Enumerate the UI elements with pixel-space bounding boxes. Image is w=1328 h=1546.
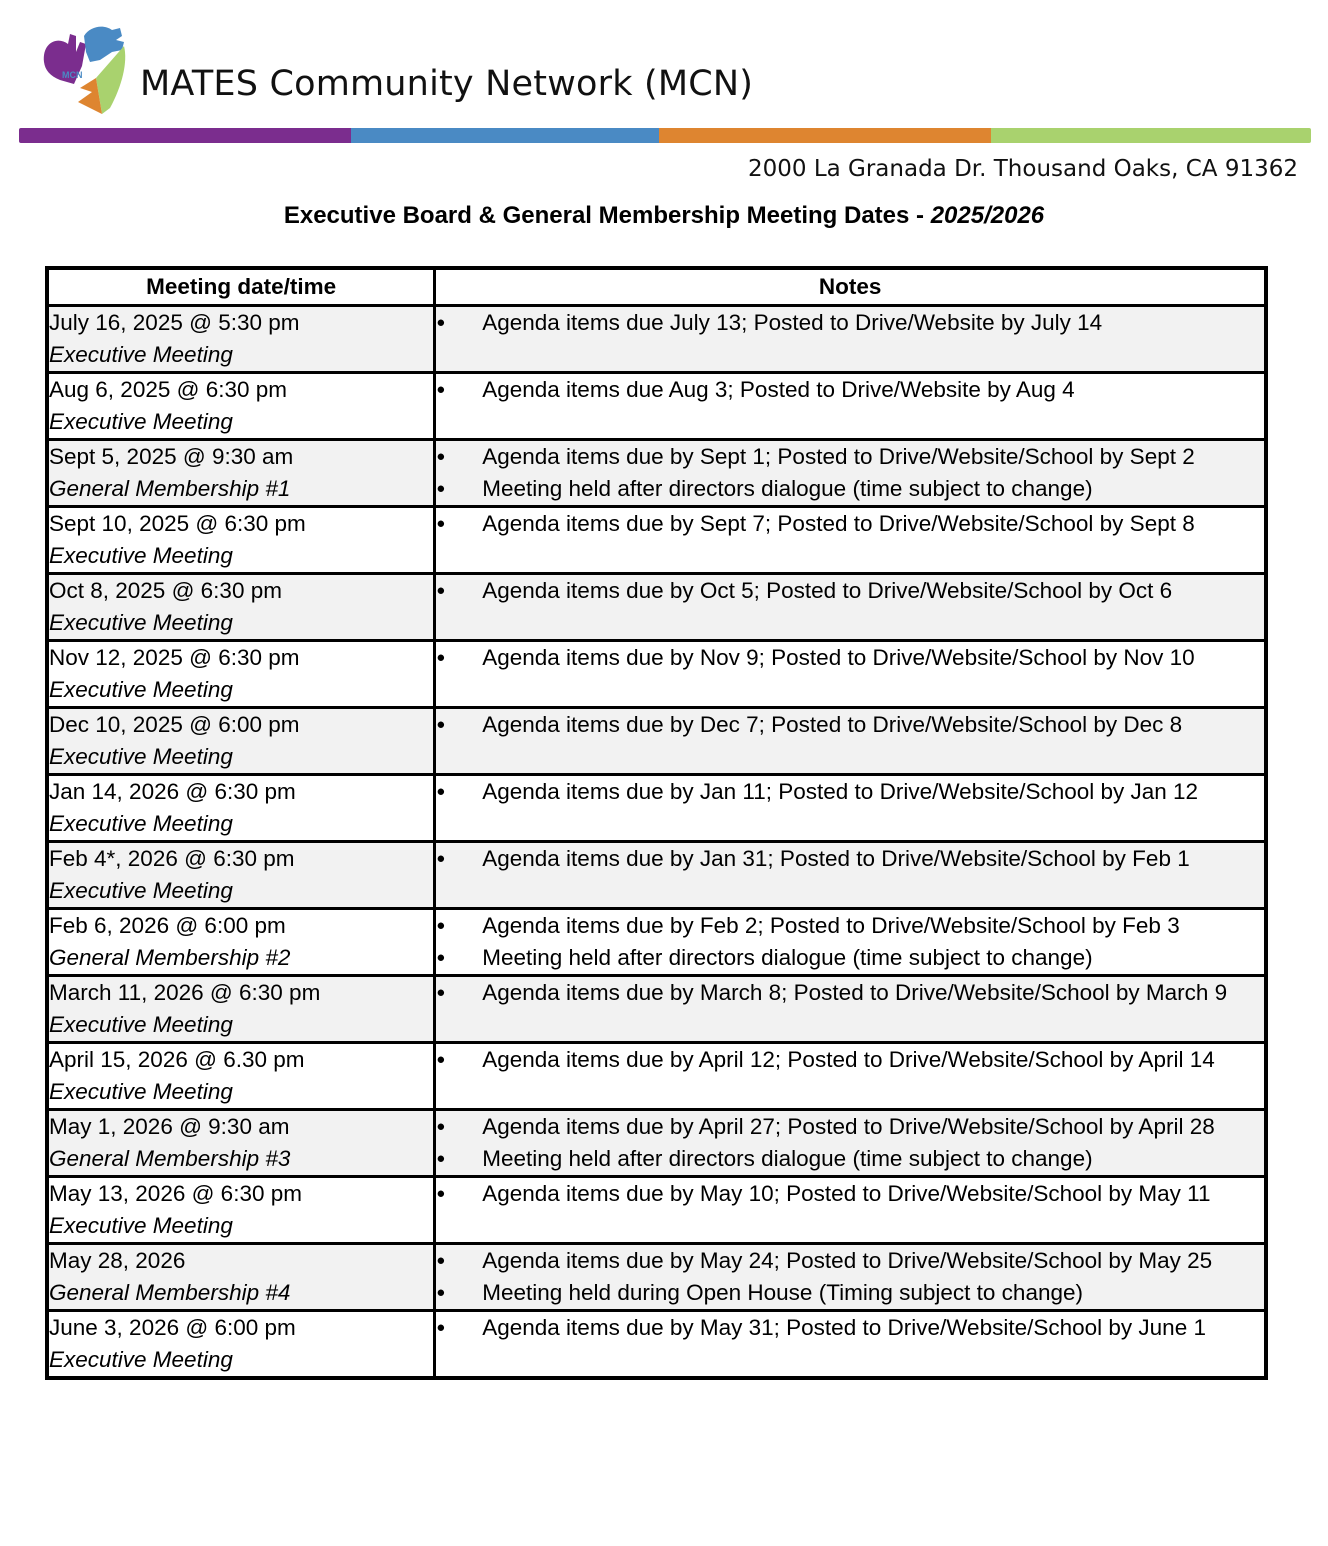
date-cell bbox=[47, 1110, 435, 1177]
note-bullet-item: ● Agenda items due by Jan 11; Posted to Drive/Website/School by Jan 12 bbox=[436, 776, 1264, 808]
meeting-date: June 3, 2026 @ 6:00 pm bbox=[49, 1315, 296, 1340]
notes-cell bbox=[435, 440, 1266, 507]
meeting-date: Feb 6, 2026 @ 6:00 pm bbox=[49, 913, 286, 938]
date-cell bbox=[47, 574, 435, 641]
table-row bbox=[47, 507, 1266, 574]
table-row bbox=[47, 976, 1266, 1043]
meeting-date: Dec 10, 2025 @ 6:00 pm bbox=[49, 712, 300, 737]
organization-address: 2000 La Granada Dr. Thousand Oaks, CA 91362 bbox=[747, 156, 1298, 182]
meeting-type: Executive Meeting bbox=[49, 342, 233, 367]
note-bullet-item: ● Meeting held after directors dialogue (time subject to change) bbox=[436, 473, 1264, 505]
meeting-type: General Membership #2 bbox=[49, 945, 291, 970]
meeting-schedule-table bbox=[45, 266, 1268, 1380]
date-cell bbox=[47, 976, 435, 1043]
meeting-date: Sept 5, 2025 @ 9:30 am bbox=[49, 444, 294, 469]
note-bullet-item: ● Agenda items due by Sept 7; Posted to Drive/Website/School by Sept 8 bbox=[436, 508, 1264, 540]
note-bullet-item: ● Agenda items due by May 24; Posted to Drive/Website/School by May 25 bbox=[436, 1245, 1264, 1277]
note-bullet-item: ● Agenda items due by Nov 9; Posted to Drive/Website/School by Nov 10 bbox=[436, 642, 1264, 674]
date-cell bbox=[47, 1311, 435, 1379]
meeting-type: Executive Meeting bbox=[49, 1213, 233, 1238]
note-bullet-item: ● Agenda items due Aug 3; Posted to Drive/Website by Aug 4 bbox=[436, 374, 1264, 406]
notes-list bbox=[436, 776, 1264, 808]
date-cell bbox=[47, 1244, 435, 1311]
meeting-date: April 15, 2026 @ 6.30 pm bbox=[49, 1047, 305, 1072]
color-bar-orange bbox=[659, 128, 991, 143]
meeting-date: Feb 4*, 2026 @ 6:30 pm bbox=[49, 846, 295, 871]
notes-list bbox=[436, 508, 1264, 540]
notes-cell bbox=[435, 507, 1266, 574]
header-color-bar bbox=[19, 128, 1311, 143]
table-row bbox=[47, 1177, 1266, 1244]
notes-cell bbox=[435, 1311, 1266, 1379]
meeting-type: Executive Meeting bbox=[49, 543, 233, 568]
notes-cell bbox=[435, 373, 1266, 440]
column-header-notes: Notes bbox=[435, 268, 1266, 306]
notes-list bbox=[436, 1312, 1264, 1344]
meeting-type: Executive Meeting bbox=[49, 811, 233, 836]
table-row bbox=[47, 1244, 1266, 1311]
meeting-type: General Membership #4 bbox=[49, 1280, 291, 1305]
document-title bbox=[0, 202, 1328, 230]
notes-cell bbox=[435, 1244, 1266, 1311]
notes-cell bbox=[435, 708, 1266, 775]
date-cell bbox=[47, 507, 435, 574]
date-cell bbox=[47, 306, 435, 373]
notes-cell bbox=[435, 775, 1266, 842]
notes-cell bbox=[435, 306, 1266, 373]
table-row bbox=[47, 775, 1266, 842]
table-row bbox=[47, 440, 1266, 507]
meeting-type: Executive Meeting bbox=[49, 409, 233, 434]
table-row bbox=[47, 1043, 1266, 1110]
notes-list bbox=[436, 575, 1264, 607]
table-row bbox=[47, 306, 1266, 373]
notes-list bbox=[436, 843, 1264, 875]
color-bar-green bbox=[991, 128, 1311, 143]
note-bullet-item: ● Agenda items due by Oct 5; Posted to Drive/Website/School by Oct 6 bbox=[436, 575, 1264, 607]
meeting-type: Executive Meeting bbox=[49, 1347, 233, 1372]
note-bullet-item: ● Meeting held during Open House (Timing subject to change) bbox=[436, 1277, 1264, 1309]
title-year: 2025/2026 bbox=[930, 202, 1045, 229]
meeting-date: Jan 14, 2026 @ 6:30 pm bbox=[49, 779, 296, 804]
notes-cell bbox=[435, 574, 1266, 641]
meeting-date: March 11, 2026 @ 6:30 pm bbox=[49, 980, 321, 1005]
meeting-type: Executive Meeting bbox=[49, 1012, 233, 1037]
meeting-type: Executive Meeting bbox=[49, 1079, 233, 1104]
title-main: Executive Board & General Membership Meeting Dates - bbox=[283, 202, 931, 229]
notes-list bbox=[436, 441, 1264, 505]
date-cell bbox=[47, 440, 435, 507]
meeting-date: May 13, 2026 @ 6:30 pm bbox=[49, 1181, 302, 1206]
table-row bbox=[47, 641, 1266, 708]
note-bullet-item: ● Agenda items due by May 31; Posted to Drive/Website/School by June 1 bbox=[436, 1312, 1264, 1344]
color-bar-blue bbox=[351, 128, 659, 143]
meeting-type: General Membership #3 bbox=[49, 1146, 291, 1171]
table-row bbox=[47, 574, 1266, 641]
note-bullet-item: ● Agenda items due by Jan 31; Posted to Drive/Website/School by Feb 1 bbox=[436, 843, 1264, 875]
meeting-date: May 28, 2026 bbox=[49, 1248, 186, 1273]
note-bullet-item: ● Agenda items due by Dec 7; Posted to Drive/Website/School by Dec 8 bbox=[436, 709, 1264, 741]
meeting-type: Executive Meeting bbox=[49, 878, 233, 903]
notes-list bbox=[436, 1245, 1264, 1309]
note-bullet-item: ● Agenda items due by March 8; Posted to Drive/Website/School by March 9 bbox=[436, 977, 1264, 1009]
mcn-logo-icon bbox=[40, 22, 132, 118]
table-row bbox=[47, 1311, 1266, 1379]
date-cell bbox=[47, 708, 435, 775]
notes-list bbox=[436, 910, 1264, 974]
meeting-date: July 16, 2025 @ 5:30 pm bbox=[49, 310, 300, 335]
notes-list bbox=[436, 642, 1264, 674]
notes-cell bbox=[435, 909, 1266, 976]
meeting-date: Aug 6, 2025 @ 6:30 pm bbox=[49, 377, 287, 402]
notes-cell bbox=[435, 976, 1266, 1043]
meeting-type: Executive Meeting bbox=[49, 744, 233, 769]
date-cell bbox=[47, 909, 435, 976]
notes-cell bbox=[435, 1177, 1266, 1244]
date-cell bbox=[47, 641, 435, 708]
note-bullet-item: ● Agenda items due July 13; Posted to Drive/Website by July 14 bbox=[436, 307, 1264, 339]
date-cell bbox=[47, 842, 435, 909]
meeting-date: Nov 12, 2025 @ 6:30 pm bbox=[49, 645, 300, 670]
note-bullet-item: ● Meeting held after directors dialogue (time subject to change) bbox=[436, 942, 1264, 974]
meeting-date: Oct 8, 2025 @ 6:30 pm bbox=[49, 578, 282, 603]
meeting-date: May 1, 2026 @ 9:30 am bbox=[49, 1114, 290, 1139]
table-row bbox=[47, 909, 1266, 976]
note-bullet-item: ● Agenda items due by Sept 1; Posted to Drive/Website/School by Sept 2 bbox=[436, 441, 1264, 473]
notes-list bbox=[436, 1044, 1264, 1076]
logo-text: MCN bbox=[62, 70, 83, 80]
note-bullet-item: ● Agenda items due by Feb 2; Posted to Drive/Website/School by Feb 3 bbox=[436, 910, 1264, 942]
meeting-type: Executive Meeting bbox=[49, 677, 233, 702]
note-bullet-item: ● Agenda items due by May 10; Posted to Drive/Website/School by May 11 bbox=[436, 1178, 1264, 1210]
table-row bbox=[47, 842, 1266, 909]
notes-cell bbox=[435, 1043, 1266, 1110]
notes-list bbox=[436, 1178, 1264, 1210]
notes-cell bbox=[435, 842, 1266, 909]
meeting-type: General Membership #1 bbox=[49, 476, 291, 501]
organization-name: MATES Community Network (MCN) bbox=[140, 64, 754, 104]
date-cell bbox=[47, 373, 435, 440]
note-bullet-item: ● Meeting held after directors dialogue (time subject to change) bbox=[436, 1143, 1264, 1175]
meeting-date: Sept 10, 2025 @ 6:30 pm bbox=[49, 511, 306, 536]
notes-cell bbox=[435, 641, 1266, 708]
table-header-row bbox=[47, 268, 1266, 306]
notes-list bbox=[436, 374, 1264, 406]
table-row bbox=[47, 1110, 1266, 1177]
notes-list bbox=[436, 307, 1264, 339]
notes-cell bbox=[435, 1110, 1266, 1177]
notes-list bbox=[436, 709, 1264, 741]
notes-list bbox=[436, 977, 1264, 1009]
date-cell bbox=[47, 775, 435, 842]
note-bullet-item: ● Agenda items due by April 12; Posted to Drive/Website/School by April 14 bbox=[436, 1044, 1264, 1076]
notes-list bbox=[436, 1111, 1264, 1175]
meeting-type: Executive Meeting bbox=[49, 610, 233, 635]
date-cell bbox=[47, 1177, 435, 1244]
date-cell bbox=[47, 1043, 435, 1110]
color-bar-purple bbox=[19, 128, 351, 143]
column-header-date: Meeting date/time bbox=[47, 268, 435, 306]
note-bullet-item: ● Agenda items due by April 27; Posted to Drive/Website/School by April 28 bbox=[436, 1111, 1264, 1143]
table-row bbox=[47, 373, 1266, 440]
table-row bbox=[47, 708, 1266, 775]
